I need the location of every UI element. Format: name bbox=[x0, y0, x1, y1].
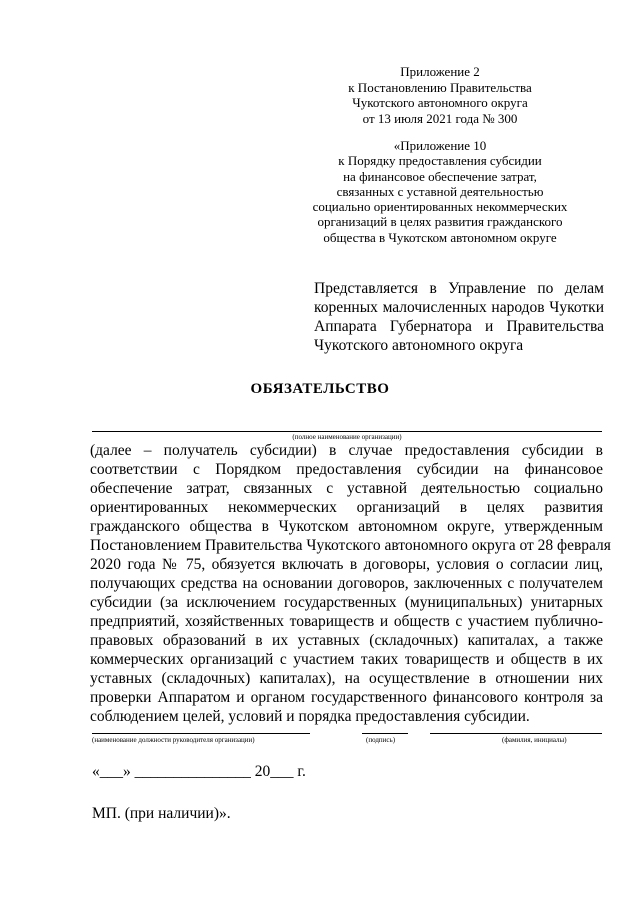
body-line: ориентированных некоммерческих организаций в целях развития bbox=[90, 499, 603, 516]
appendix-header-line: Чукотского автономного округа bbox=[352, 95, 528, 110]
body-line: субсидии (за исключением государственных (муниципальных) унитарных bbox=[90, 594, 603, 611]
appendix-header-line: к Постановлению Правительства bbox=[348, 79, 532, 95]
signature-caption: (подпись) bbox=[366, 736, 396, 744]
position-caption: (наименование должности руководителя организации) bbox=[92, 736, 255, 744]
obligation-body bbox=[90, 441, 611, 726]
body-line: соблюдением целей, условий и порядка предоставления субсидии. bbox=[90, 708, 530, 725]
appendix-reference-line: к Порядку предоставления субсидии bbox=[338, 153, 542, 169]
body-line: получающих средства на основании договоров, заключенных с получателем bbox=[90, 575, 603, 592]
name-field-line bbox=[430, 733, 602, 734]
appendix-reference-line: связанных с уставной деятельностью bbox=[336, 183, 544, 199]
appendix-header bbox=[320, 64, 560, 126]
signature-field-line bbox=[362, 733, 408, 734]
organization-name-field-line bbox=[92, 431, 602, 432]
addressee-line: Представляется в Управление по делам bbox=[314, 280, 604, 297]
appendix-reference-line: социально ориентированных некоммерческих bbox=[312, 199, 568, 215]
addressee-line: Аппарата Губернатора и Правительства bbox=[314, 318, 604, 335]
appendix-header-line: от 13 июля 2021 года № 300 bbox=[362, 110, 518, 126]
body-line: проверки Аппаратом и органом государственного финансового контроля за bbox=[90, 689, 603, 706]
addressee-line: Чукотского автономного округа bbox=[314, 337, 524, 354]
appendix-reference-line: организаций в целях развития гражданского bbox=[317, 214, 563, 230]
document-title: ОБЯЗАТЕЛЬСТВО bbox=[250, 381, 390, 397]
date-line: «___» _______________ 20___ г. bbox=[92, 763, 306, 780]
stamp-line: МП. (при наличии)». bbox=[92, 805, 231, 822]
body-line: 2020 года № 75, обязуется включать в договоры, условия о согласии лиц, bbox=[90, 556, 603, 573]
position-field-line bbox=[92, 733, 310, 734]
appendix-reference bbox=[312, 138, 568, 245]
body-line: предприятий, хозяйственных товариществ и обществ с участием публично- bbox=[90, 613, 603, 630]
body-line: (далее – получатель субсидии) в случае предоставления субсидии в bbox=[90, 442, 603, 459]
addressee-line: коренных малочисленных народов Чукотки bbox=[314, 299, 604, 316]
appendix-reference-line: общества в Чукотском автономном округе bbox=[323, 229, 557, 245]
body-line: правовых образований в их уставных (складочных) капиталах, а также bbox=[90, 632, 603, 649]
appendix-reference-line: «Приложение 10 bbox=[393, 138, 487, 153]
appendix-reference-line: на финансовое обеспечение затрат, bbox=[343, 168, 537, 184]
organization-name-caption: (полное наименование организации) bbox=[292, 433, 402, 441]
appendix-header-line: Приложение 2 bbox=[400, 64, 480, 79]
addressee-block bbox=[314, 279, 604, 355]
body-line: коммерческих организаций с участием таких товариществ и обществ в их bbox=[90, 651, 603, 668]
body-line: обеспечение затрат, связанных с уставной деятельностью социально bbox=[90, 480, 603, 497]
name-caption: (фамилия, инициалы) bbox=[502, 736, 567, 744]
body-line: уставных (складочных) капиталах), на осуществление в отношении них bbox=[90, 670, 603, 687]
body-line: соответствии с Порядком предоставления субсидии на финансовое bbox=[90, 461, 603, 478]
body-line: Постановлением Правительства Чукотского автономного округа от 28 февраля bbox=[90, 537, 611, 554]
body-line: гражданского общества в Чукотском автономном округе, утвержденным bbox=[90, 518, 603, 535]
